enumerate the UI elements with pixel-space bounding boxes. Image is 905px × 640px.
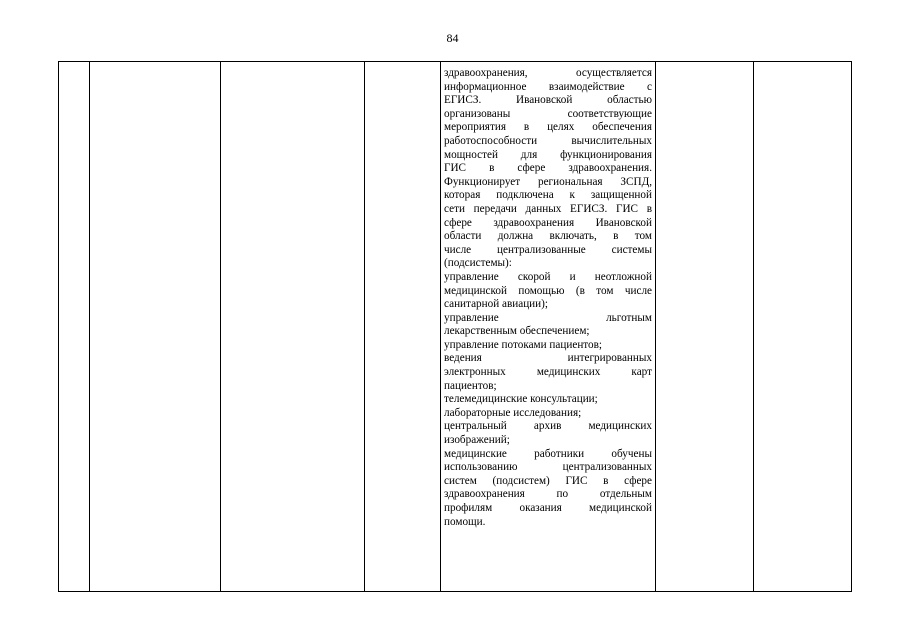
description-line: электронных медицинских карт [444,366,652,379]
description-line: помощи. [444,515,486,528]
description-line: медицинской помощью (в том числе [444,284,652,297]
table-cell-deadline [365,62,441,592]
description-line: медицинские работники обучены [444,447,652,460]
description-line: здравоохранения по отдельным [444,488,652,501]
description-line: профилям оказания медицинской [444,502,652,514]
table-cell-responsible [656,62,754,592]
table-cell-indicator [221,62,365,592]
table-cell-description [441,62,656,592]
description-line: лекарственным обеспечением; [444,325,590,338]
page-number: 84 [446,31,459,45]
table-row [59,62,852,592]
description-line: (подсистемы): [444,257,512,270]
description-line: изображений; [444,434,510,447]
table-cell-measure [90,62,221,592]
description-text [441,62,655,529]
description-line: информационное взаимодействие с [444,80,652,93]
description-line: лабораторные исследования; [444,406,582,419]
description-line: пациентов; [444,379,497,392]
description-line: ЕГИСЗ. Ивановской областью [444,94,652,107]
description-line: ведения интегрированных [444,352,652,365]
description-line: телемедицинские консультации; [444,393,598,406]
description-line: области должна включать, в том [444,230,652,243]
description-line: организованы соответствующие [444,107,652,120]
description-line: которая подключена к защищенной [444,189,652,202]
description-line: управление скорой и неотложной [444,270,652,283]
description-line: сети передачи данных ЕГИСЗ. ГИС в [444,202,652,215]
description-line: систем (подсистем) ГИС в сфере [444,474,652,487]
description-line: управление льготным [444,311,652,324]
description-line: мощностей для функционирования [444,148,652,161]
description-line: сфере здравоохранения Ивановской [444,216,652,229]
description-line: числе централизованные системы [444,243,652,256]
description-line: Функционирует региональная ЗСПД, [444,175,652,188]
description-line: ГИС в сфере здравоохранения. [444,162,652,175]
description-line: работоспособности вычислительных [444,134,652,147]
document-table [58,61,852,592]
table-cell-number [59,62,90,592]
description-line: использованию централизованных [444,461,652,474]
description-line: мероприятия в целях обеспечения [444,121,652,134]
description-line: управление потоками пациентов; [444,338,603,351]
description-line: здравоохранения, осуществляется [444,67,652,79]
table-cell-note [754,62,852,592]
description-line: санитарной авиации); [444,298,548,311]
description-line: центральный архив медицинских [444,420,652,433]
